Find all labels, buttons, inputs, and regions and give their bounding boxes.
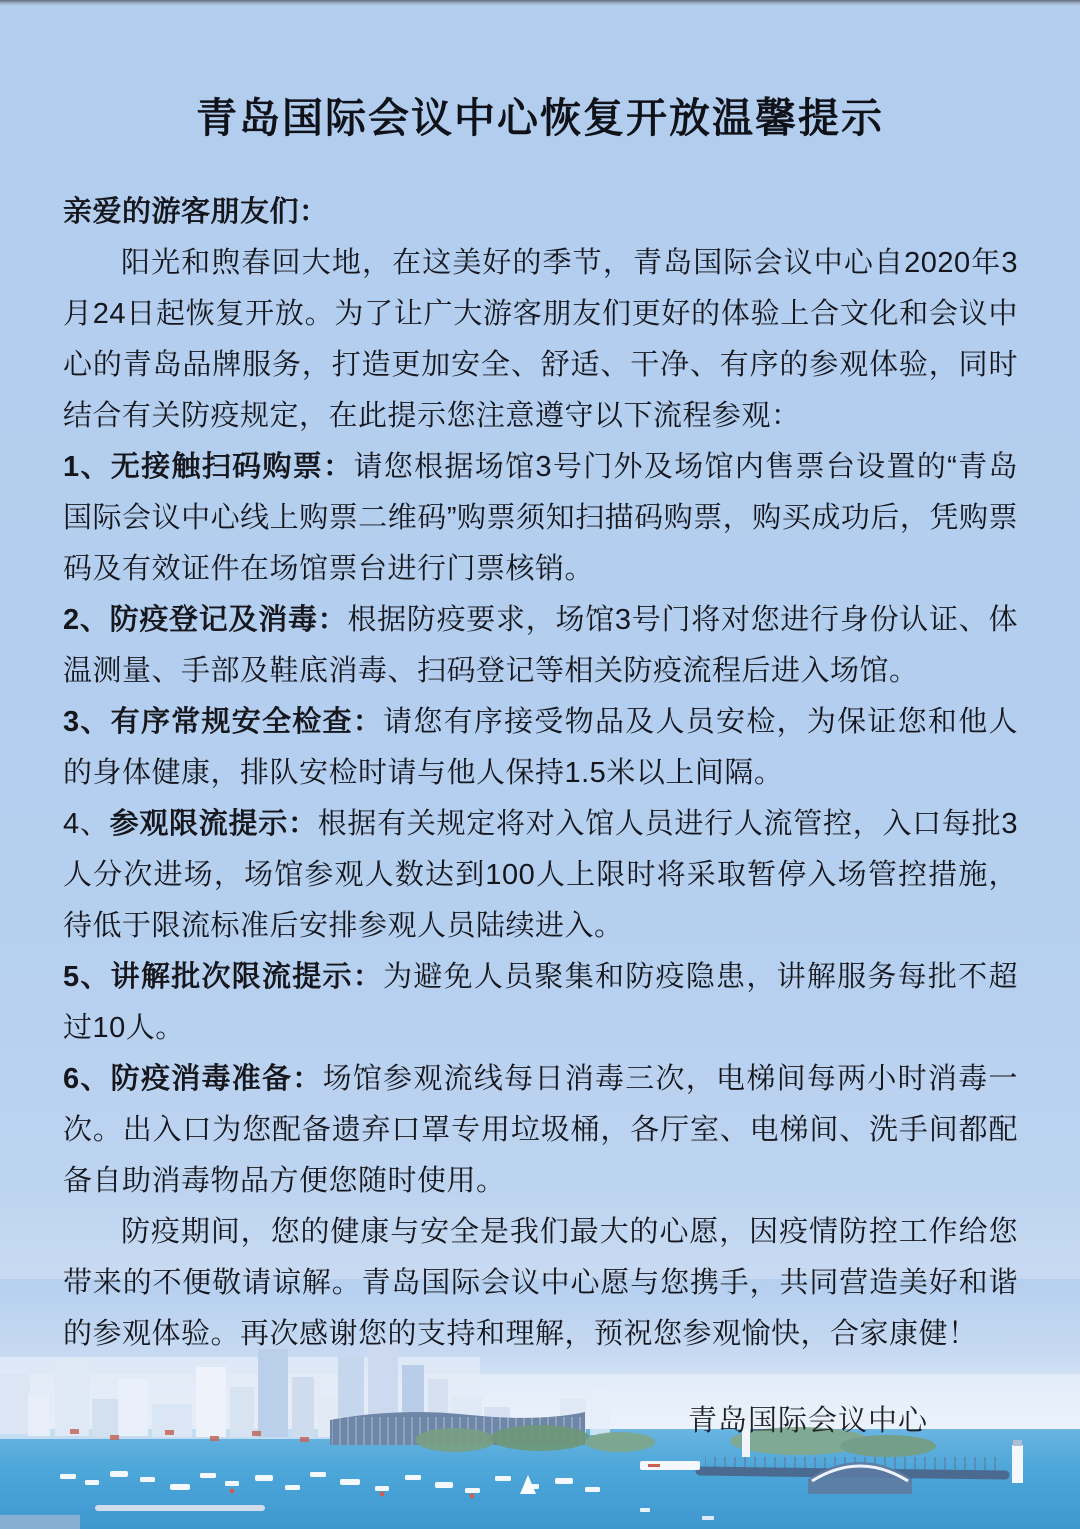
page-title: 青岛国际会议中心恢复开放温馨提示 [196,95,884,141]
item-text: 为避免人员聚集和防疫隐患，讲解服务每批不超过10人。 [63,961,1018,1044]
item-text: 根据防疫要求，场馆3号门将对您进行身份认证、体温测量、手部及鞋底消毒、扫码登记等相关防疫流程后进入场馆。 [63,604,1018,687]
item-label: 防疫登记及消毒： [109,604,348,636]
item-text: 根据有关规定将对入馆人员进行人流管控，入口每批3人分次进场，场馆参观人数达到100人上限时将采取暂停入场管控措施，待低于限流标准后安排参观人员陆续进入。 [63,808,1018,942]
notice-item-2 [63,595,1018,697]
item-label: 讲解批次限流提示： [110,961,384,993]
closing-paragraph: 防疫期间，您的健康与安全是我们最大的心愿，因疫情防控工作给您带来的不便敬请谅解。青岛国际会议中心愿与您携手，共同营造美好和谐的参观体验。再次感谢您的支持和理解，预祝您参观愉快，合家康健！ [63,1216,1018,1350]
notice-item-4 [63,799,1018,952]
item-number: 3、 [63,706,111,738]
notice-item-6 [63,1054,1018,1207]
intro-paragraph: 阳光和煦春回大地，在这美好的季节，青岛国际会议中心自2020年3月24日起恢复开放。为了让广大游客朋友们更好的体验上合文化和会议中心的青岛品牌服务，打造更加安全、舒适、干净、有序的参观体验，同时结合有关防疫规定，在此提示您注意遵守以下流程参观： [63,247,1018,432]
item-number: 2、 [63,604,110,636]
item-number: 5、 [63,961,111,993]
greeting-line: 亲爱的游客朋友们： [63,196,329,228]
item-label: 防疫消毒准备： [110,1063,323,1095]
item-label: 无接触扫码购票： [110,451,354,483]
notice-item-5 [63,952,1018,1054]
item-text: 场馆参观流线每日消毒三次，电梯间每两小时消毒一次。出入口为您配备遗弃口罩专用垃圾桶，各厅室、电梯间、洗手间都配备自助消毒物品方便您随时使用。 [63,1063,1018,1197]
notice-item-3 [63,697,1018,799]
notice-body [63,187,1018,1360]
item-text: 请您有序接受物品及人员安检，为保证您和他人的身体健康，排队安检时请与他人保持1.5米以上间隔。 [63,706,1018,789]
item-label: 参观限流提示： [109,808,318,840]
item-number: 1、 [63,451,111,483]
item-number: 6、 [63,1063,111,1095]
item-number: 4、 [63,808,110,840]
notice-item-1 [63,442,1018,595]
item-label: 有序常规安全检查： [110,706,384,738]
item-text: 请您根据场馆3号门外及场馆内售票台设置的“青岛国际会议中心线上购票二维码”购票须知扫描码购票，购买成功后，凭购票码及有效证件在场馆票台进行门票核销。 [63,451,1018,585]
signature: 青岛国际会议中心 [688,1405,929,1437]
